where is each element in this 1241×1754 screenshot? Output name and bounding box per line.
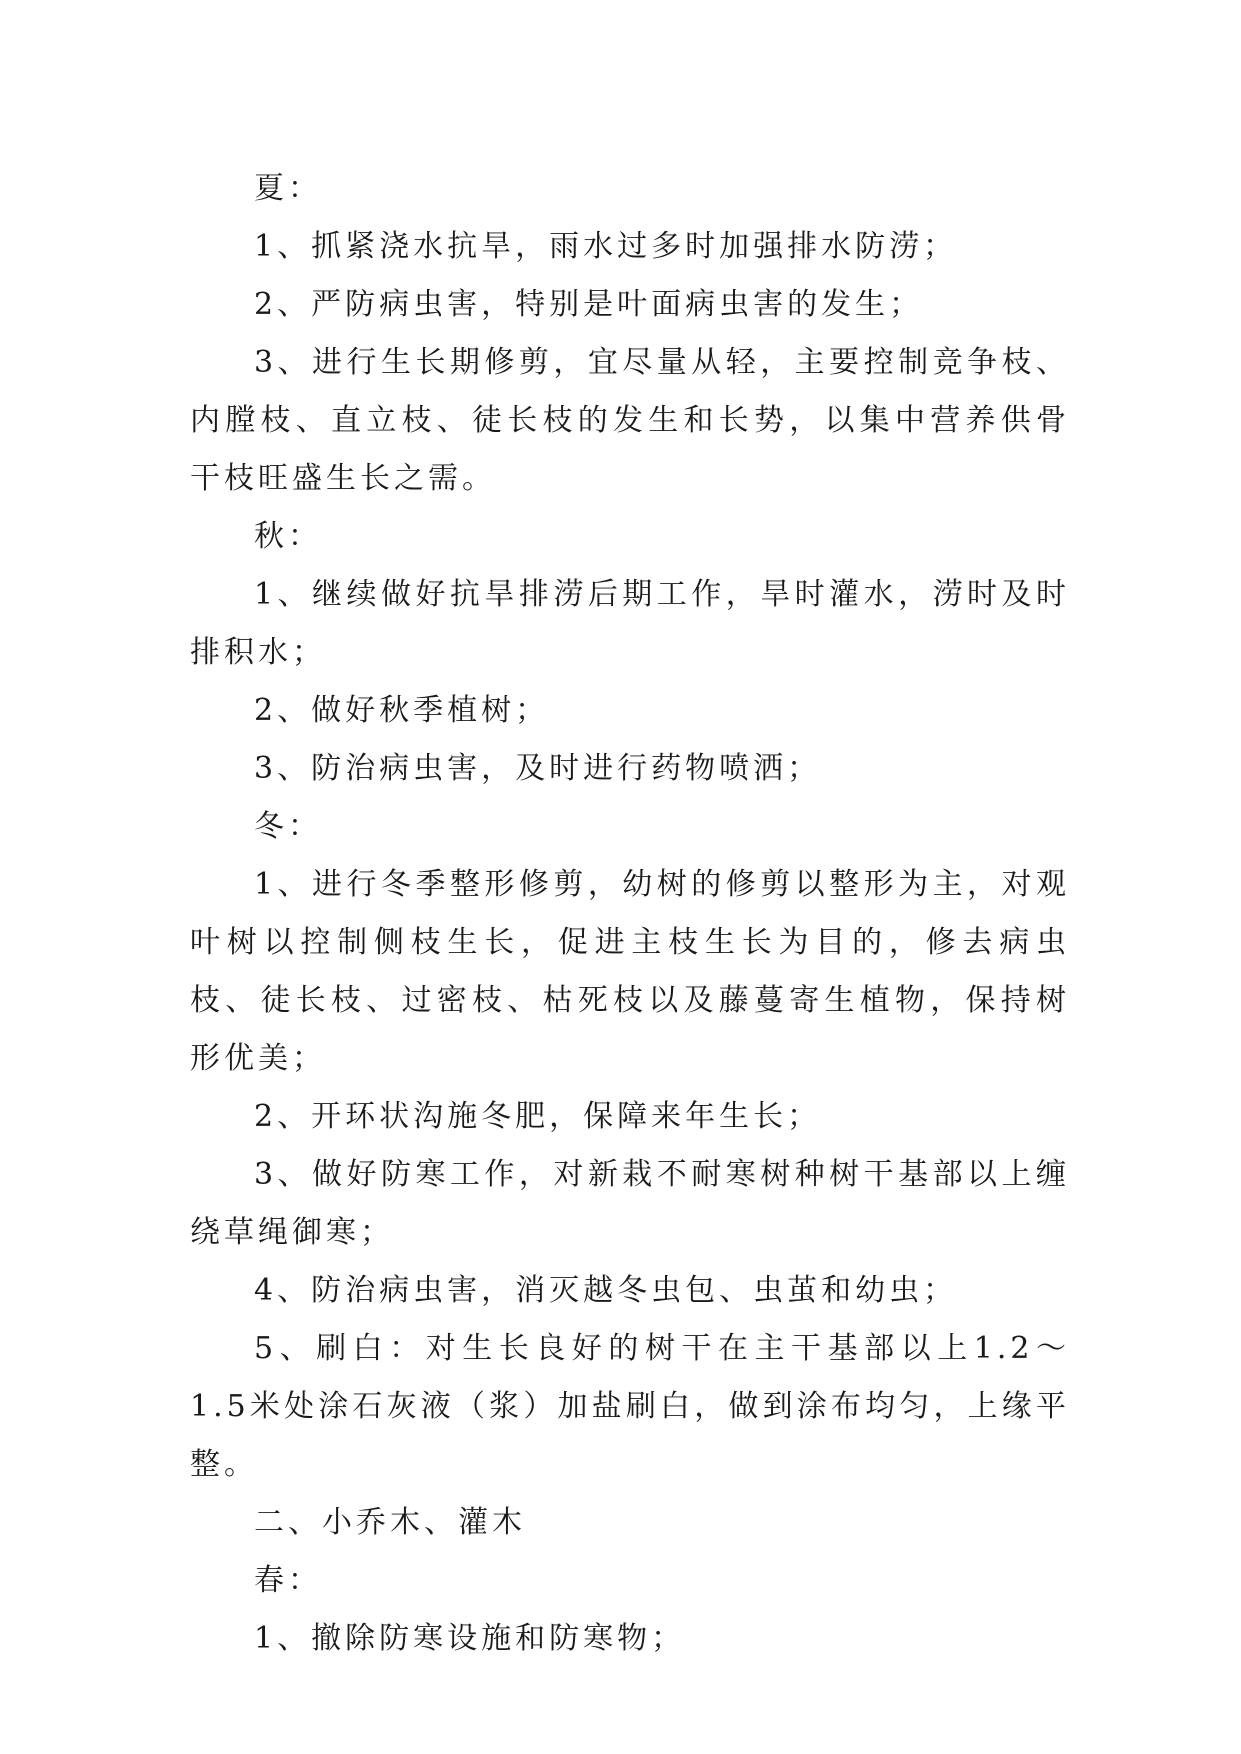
winter-item-1: 1、进行冬季整形修剪，幼树的修剪以整形为主，对观叶树以控制侧枝生长，促进主枝生长为目的，修去病虫枝、徒长枝、过密枝、枯死枝以及藤蔓寄生植物，保持树形优美； xyxy=(190,867,1070,1076)
summer-item-1: 1、抓紧浇水抗旱，雨水过多时加强排水防涝； xyxy=(254,229,958,264)
section-heading-winter: 冬： xyxy=(254,809,322,844)
section-heading-autumn: 秋： xyxy=(254,519,322,554)
winter-item-5: 5、刷白：对生长良好的树干在主干基部以上1.2～1.5米处涂石灰液（浆）加盐刷白，做到涂布均匀，上缘平整。 xyxy=(190,1331,1070,1482)
document-body xyxy=(190,160,1070,1668)
section-heading-spring: 春： xyxy=(254,1563,322,1598)
chapter-heading-small-trees-shrubs: 二、小乔木、灌木 xyxy=(254,1505,526,1540)
winter-item-2: 2、开环状沟施冬肥，保障来年生长； xyxy=(254,1099,822,1134)
winter-item-3: 3、做好防寒工作，对新栽不耐寒树种树干基部以上缠绕草绳御寒； xyxy=(190,1157,1070,1250)
summer-item-2: 2、严防病虫害，特别是叶面病虫害的发生； xyxy=(254,287,924,322)
autumn-item-1: 1、继续做好抗旱排涝后期工作，旱时灌水，涝时及时排积水； xyxy=(190,577,1070,670)
summer-item-3: 3、进行生长期修剪，宜尽量从轻，主要控制竞争枝、内膛枝、直立枝、徒长枝的发生和长势，以集中营养供骨干枝旺盛生长之需。 xyxy=(190,345,1070,496)
autumn-item-3: 3、防治病虫害，及时进行药物喷洒； xyxy=(254,751,822,786)
winter-item-4: 4、防治病虫害，消灭越冬虫包、虫茧和幼虫； xyxy=(254,1273,958,1308)
autumn-item-2: 2、做好秋季植树； xyxy=(254,693,550,728)
section-heading-summer: 夏： xyxy=(254,171,322,206)
spring-item-1: 1、撤除防寒设施和防寒物； xyxy=(254,1621,686,1656)
